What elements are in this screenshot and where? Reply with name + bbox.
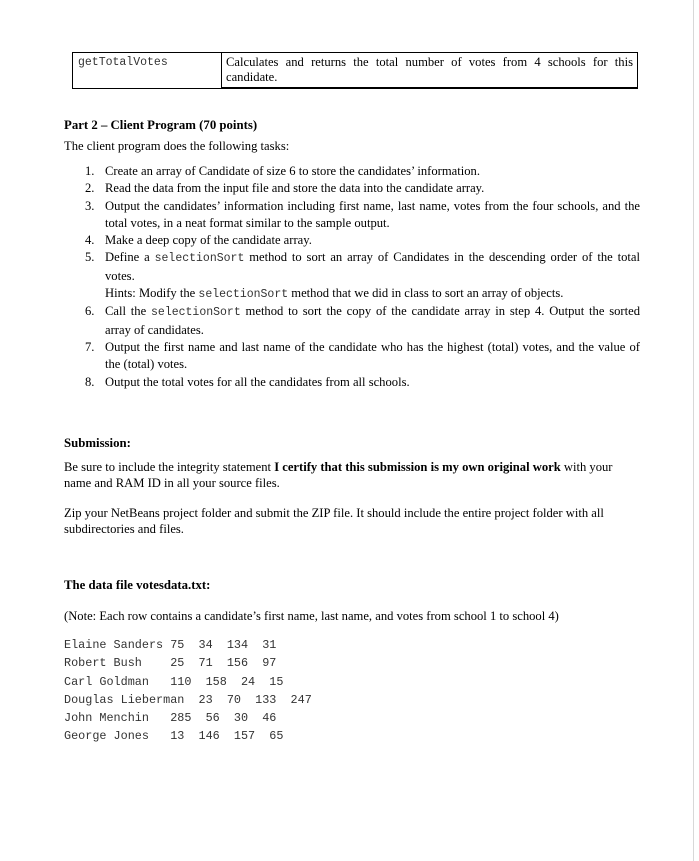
list-item: 4. Make a deep copy of the candidate array.	[85, 233, 312, 248]
data-file-contents	[64, 636, 312, 746]
data-file-heading: The data file votesdata.txt:	[64, 578, 211, 592]
data-row: George Jones 13 146 157 65	[64, 729, 284, 744]
method-description: Calculates and returns the total number of votes from 4 schools for this candidate.	[226, 55, 633, 84]
part2-heading: Part 2 – Client Program (70 points)	[64, 118, 258, 132]
method-name: getTotalVotes	[78, 56, 168, 69]
method-table	[72, 52, 638, 89]
data-row: Carl Goldman 110 158 24 15	[64, 674, 284, 689]
list-item: 6. Call the selectionSort method to sort the copy of the candidate array in step 4. Output the sorted array of candidates.	[85, 304, 641, 337]
code-selection-sort: selectionSort	[151, 306, 241, 320]
data-row: Robert Bush 25 71 156 97	[64, 656, 277, 671]
submission-paragraph-2: Zip your NetBeans project folder and submit the ZIP file. It should include the entire project folder with all subdirectories and files.	[64, 506, 604, 536]
method-description-cell	[222, 53, 638, 89]
integrity-statement: I certify that this submission is my own original work	[274, 460, 561, 474]
data-row: Elaine Sanders 75 34 134 31	[64, 638, 277, 652]
data-row: John Menchin 285 56 30 46	[64, 711, 277, 726]
list-item: 3. Output the candidates’ information including first name, last name, votes from the four schools, and the total votes, in a neat format similar to the sample output.	[85, 198, 640, 230]
submission-paragraph-1: Be sure to include the integrity statement I certify that this submission is my own original work with your name and RAM ID in all your source files.	[64, 460, 613, 490]
hint-label: Hints	[105, 286, 133, 301]
data-file-note: (Note: Each row contains a candidate’s first name, last name, and votes from school 1 to school 4)	[64, 609, 559, 623]
list-item: 1. Create an array of Candidate of size 6 to store the candidates’ information.	[85, 164, 480, 178]
data-row: Douglas Lieberman 23 70 133 247	[64, 692, 312, 707]
list-item: 5. Define a selectionSort method to sort an array of Candidates in the descending order of the total votes. Hints: Modify the selectionSort method that we did in class to sort an array of objects.	[83, 249, 640, 303]
part2-intro: The client program does the following tasks:	[64, 139, 290, 153]
method-name-cell	[73, 53, 222, 89]
submission-heading: Submission:	[64, 436, 131, 450]
list-item: 8. Output the total votes for all the candidates from all schools.	[85, 374, 410, 389]
code-selection-sort: selectionSort	[154, 252, 245, 266]
task-list	[83, 163, 640, 391]
list-item: 7. Output the first name and last name of the candidate who has the highest (total) votes, and the value of the (total) votes.	[85, 339, 640, 372]
page-edge-line	[693, 0, 694, 861]
code-selection-sort: selectionSort	[198, 288, 289, 302]
table-row	[73, 53, 638, 89]
list-item: 2. Read the data from the input file and store the data into the candidate array.	[85, 181, 485, 196]
hint-line: Hints: Modify the selectionSort method that we did in class to sort an array of objects.	[105, 286, 564, 302]
